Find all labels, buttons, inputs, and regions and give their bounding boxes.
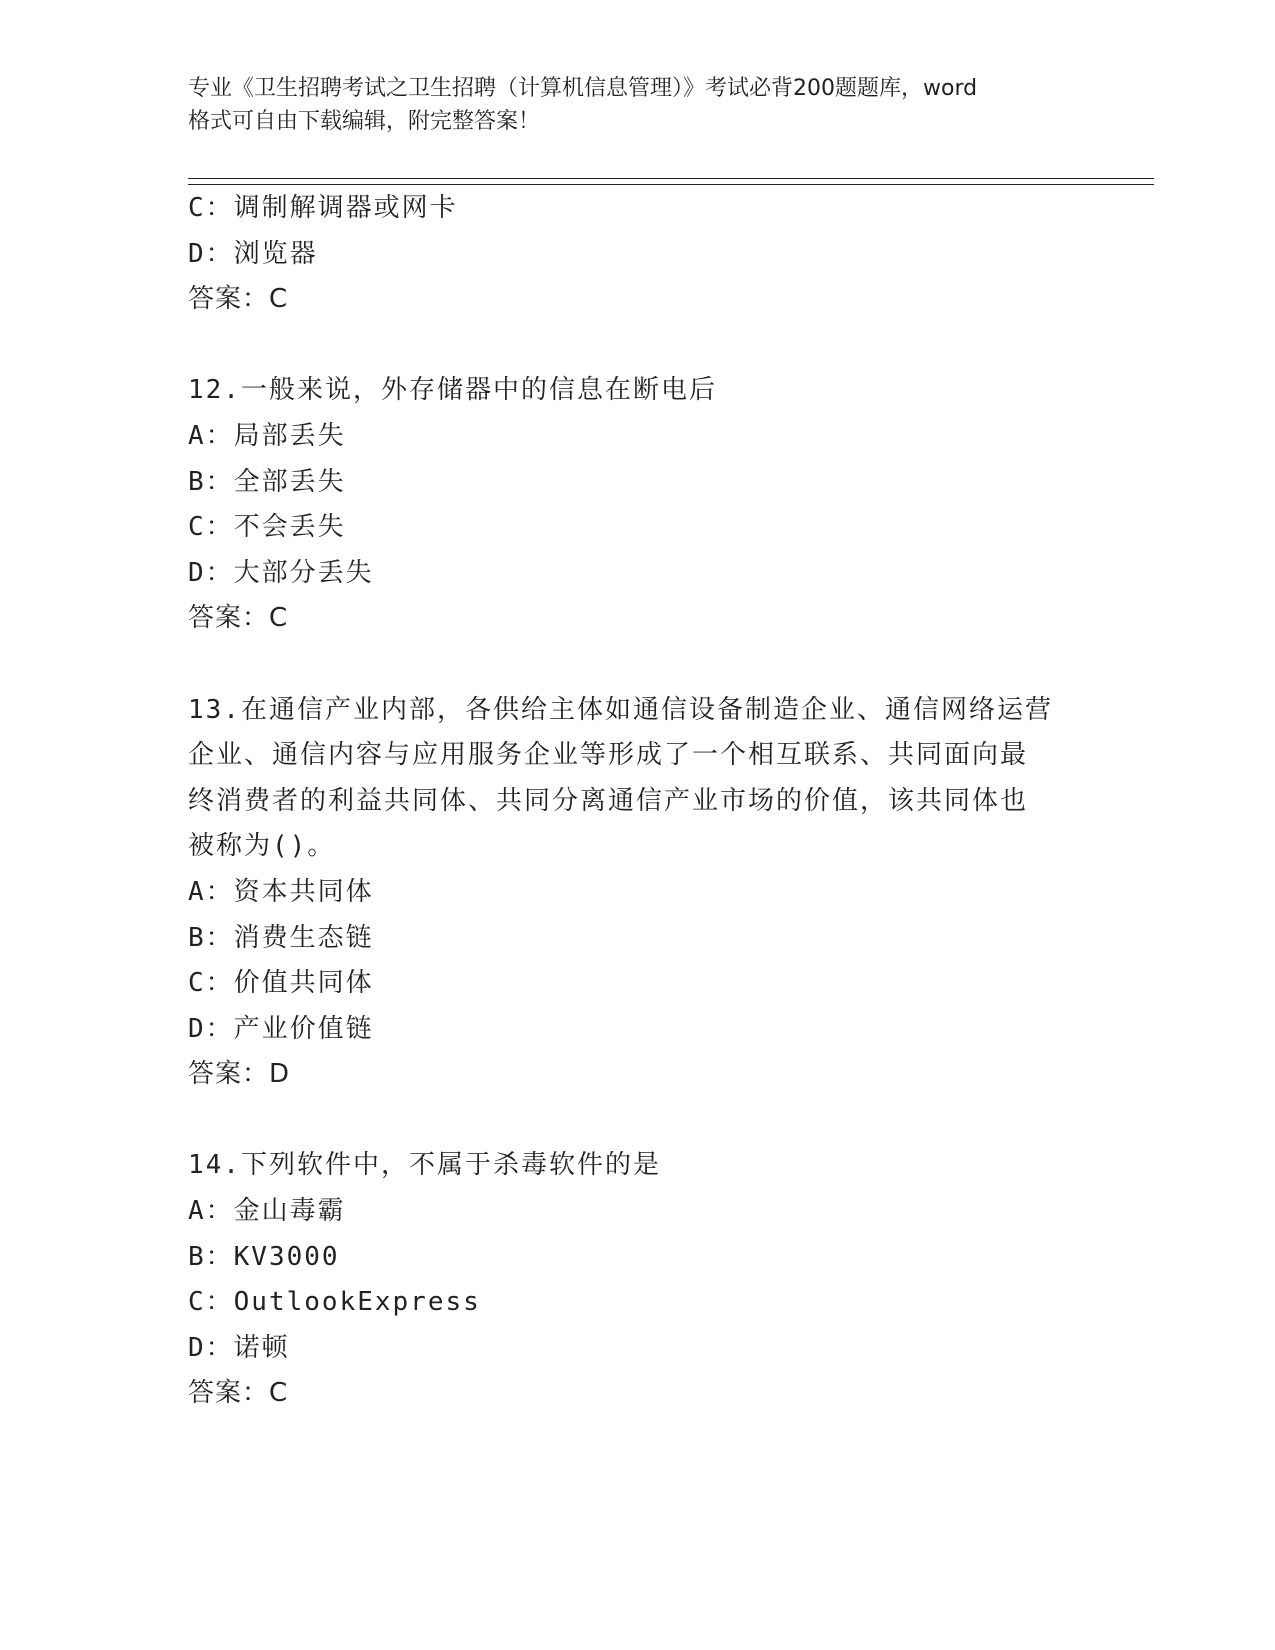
q14-option-c: C：OutlookExpress [188,1287,481,1318]
header-line-1: 专业《卫生招聘考试之卫生招聘（计算机信息管理）》考试必背200题题库，word [188,76,978,101]
question-11-tail [188,186,1088,323]
q13-option-d: D：产业价值链 [188,1013,374,1044]
q13-option-c: C：价值共同体 [188,968,374,999]
q13-question-line-4: 被称为()。 [188,831,336,862]
q13-option-a: A：资本共同体 [188,876,374,907]
q11-answer: 答案：C [188,284,289,315]
q14-option-b: B：KV3000 [188,1241,340,1272]
q14-option-a: A：金山毒霸 [188,1196,346,1227]
document-header [188,72,1088,138]
q14-answer: 答案：C [188,1378,289,1409]
q13-option-b: B：消费生态链 [188,922,374,953]
spacer [188,1098,1088,1144]
q12-question: 12.一般来说，外存储器中的信息在断电后 [188,375,717,406]
q13-answer: 答案：D [188,1059,291,1090]
question-14 [188,1143,1088,1417]
q14-question: 14.下列软件中，不属于杀毒软件的是 [188,1150,661,1181]
question-list [188,186,1088,1417]
q13-question-line-3: 终消费者的利益共同体、共同分离通信产业市场的价值，该共同体也 [188,785,1029,816]
q13-question-line-2: 企业、通信内容与应用服务企业等形成了一个相互联系、共同面向最 [188,740,1029,771]
question-13 [188,688,1088,1098]
q13-question-line-1: 13.在通信产业内部，各供给主体如通信设备制造企业、通信网络运营 [188,694,1053,725]
header-rule-top [188,178,1154,179]
q12-option-c: C：不会丢失 [188,512,346,543]
header-line-2: 格式可自由下载编辑，附完整答案！ [188,109,541,134]
q12-answer: 答案：C [188,603,289,634]
q11-option-d: D：浏览器 [188,238,318,269]
q12-option-b: B：全部丢失 [188,466,346,497]
q12-option-d: D：大部分丢失 [188,557,374,588]
question-12 [188,368,1088,642]
q14-option-d: D：诺顿 [188,1332,290,1363]
spacer [188,323,1088,369]
q11-option-c: C：调制解调器或网卡 [188,193,458,223]
spacer [188,642,1088,688]
header-rule-bottom [188,184,1154,185]
q12-option-a: A：局部丢失 [188,420,346,451]
